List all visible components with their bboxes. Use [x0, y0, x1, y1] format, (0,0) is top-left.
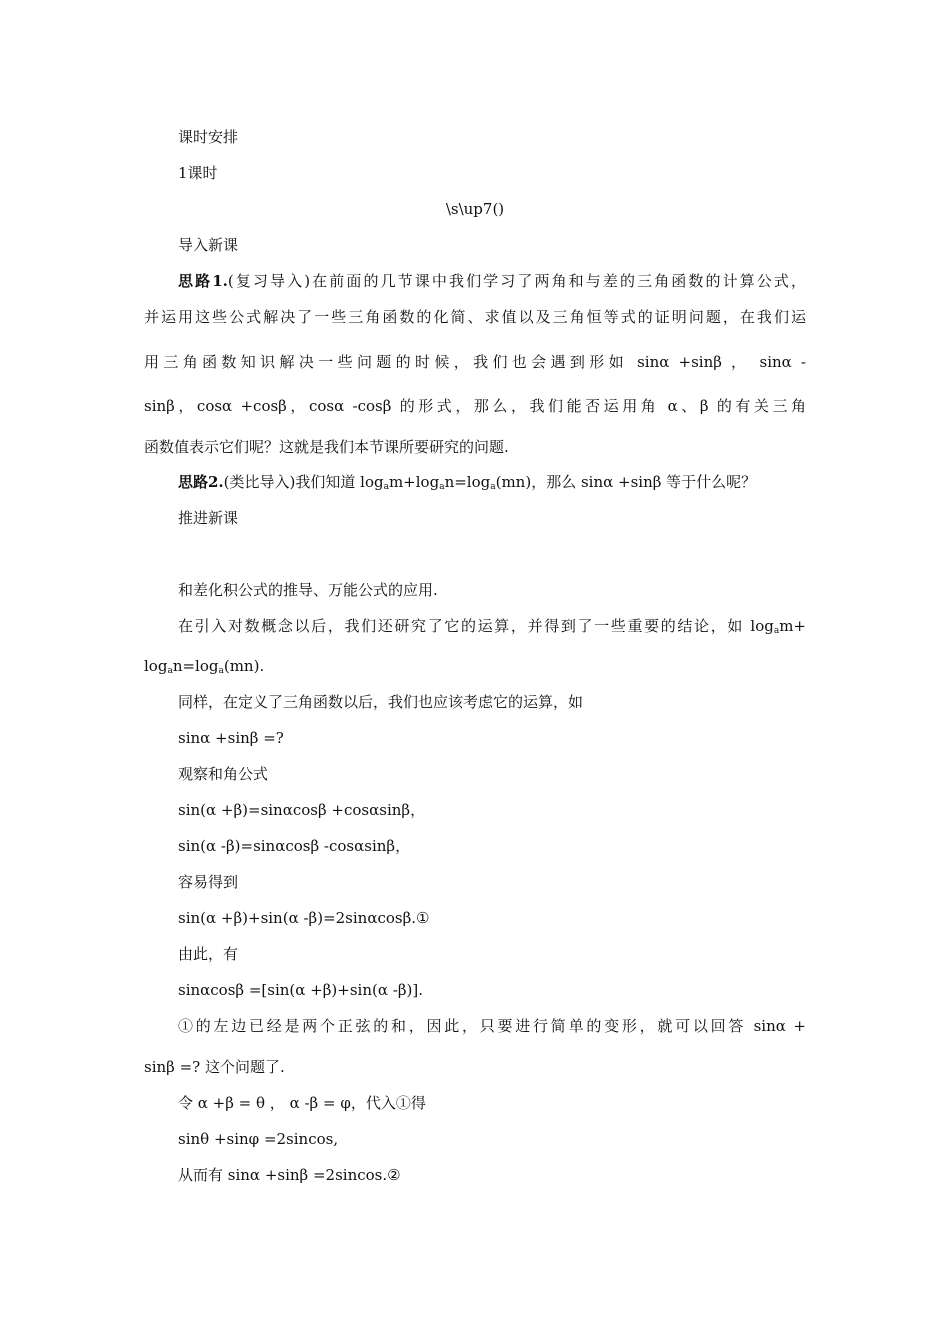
sum-formula-plus: sin(α +β)=sinαcosβ +cosαsinβ，	[178, 801, 426, 819]
idea-2-label: 思路2.	[178, 473, 224, 491]
idea-1-label: 思路1.	[178, 272, 228, 290]
idea-1-line-1: 思路1.(复习导入)在前面的几节课中我们学习了两角和与差的三角函数的计算公式，	[178, 272, 806, 290]
section-heading-new-lesson: 推进新课	[178, 509, 239, 527]
substitution-text: 令 α +β = θ ， α -β = φ，代入①得	[178, 1094, 426, 1112]
idea-2-line: 思路2.(类比导入)我们知道 $\log_am+\log_an=\log_a(mn)$，那么 sinα +sinβ 等于什么呢？	[178, 473, 757, 492]
sum-formula-minus: sin(α -β)=sinαcosβ -cosαsinβ，	[178, 837, 411, 855]
class-hours: 1课时	[178, 164, 218, 182]
section-heading-intro: 导入新课	[178, 236, 239, 254]
section-heading-schedule: 课时安排	[178, 128, 239, 146]
easily-obtain-text: 容易得到	[178, 873, 239, 891]
log-analogy-line-1: 在引入对数概念以后，我们还研究了它的运算，并得到了一些重要的结论，如 $\log_am+$	[178, 617, 806, 636]
explanation-line-1: ①的左边已经是两个正弦的和，因此，只要进行简单的变形，就可以回答 sinα +	[178, 1017, 806, 1035]
explanation-line-2: sinβ =? 这个问题了.	[144, 1058, 285, 1076]
field-code-artifact: \s\up7()	[445, 200, 505, 218]
substituted-formula: sinθ +sinφ =2sincos,	[178, 1130, 339, 1148]
idea-1-line-4: sinβ，cosα +cosβ，cosα -cosβ 的形式，那么，我们能否运用角 α、β 的有关三角	[144, 397, 806, 415]
log-analogy-line-2: $\log_an=\log_a(mn)$.	[144, 657, 265, 676]
trig-operation-text: 同样，在定义了三角函数以后，我们也应该考虑它的运算，如	[178, 693, 584, 711]
observe-text: 观察和角公式	[178, 765, 269, 783]
idea-1-line-3: 用三角函数知识解决一些问题的时候，我们也会遇到形如 sinα +sinβ ， sinα -	[144, 353, 806, 371]
equation-1: sin(α +β)+sin(α -β)=2sinαcosβ.①	[178, 909, 430, 927]
question-formula: sinα +sinβ =?	[178, 729, 284, 747]
idea-1-line-5: 函数值表示它们呢？这就是我们本节课所要研究的问题.	[144, 438, 509, 456]
equation-2: 从而有 sinα +sinβ =2sincos.②	[178, 1166, 401, 1184]
product-formula: sinαcosβ =[sin(α +β)+sin(α -β)].	[178, 981, 423, 999]
lesson-topic: 和差化积公式的推导、万能公式的应用.	[178, 581, 438, 599]
idea-1-line-2: 并运用这些公式解决了一些三角函数的化简、求值以及三角恒等式的证明问题，在我们运	[144, 308, 806, 326]
therefore-text: 由此，有	[178, 945, 239, 963]
